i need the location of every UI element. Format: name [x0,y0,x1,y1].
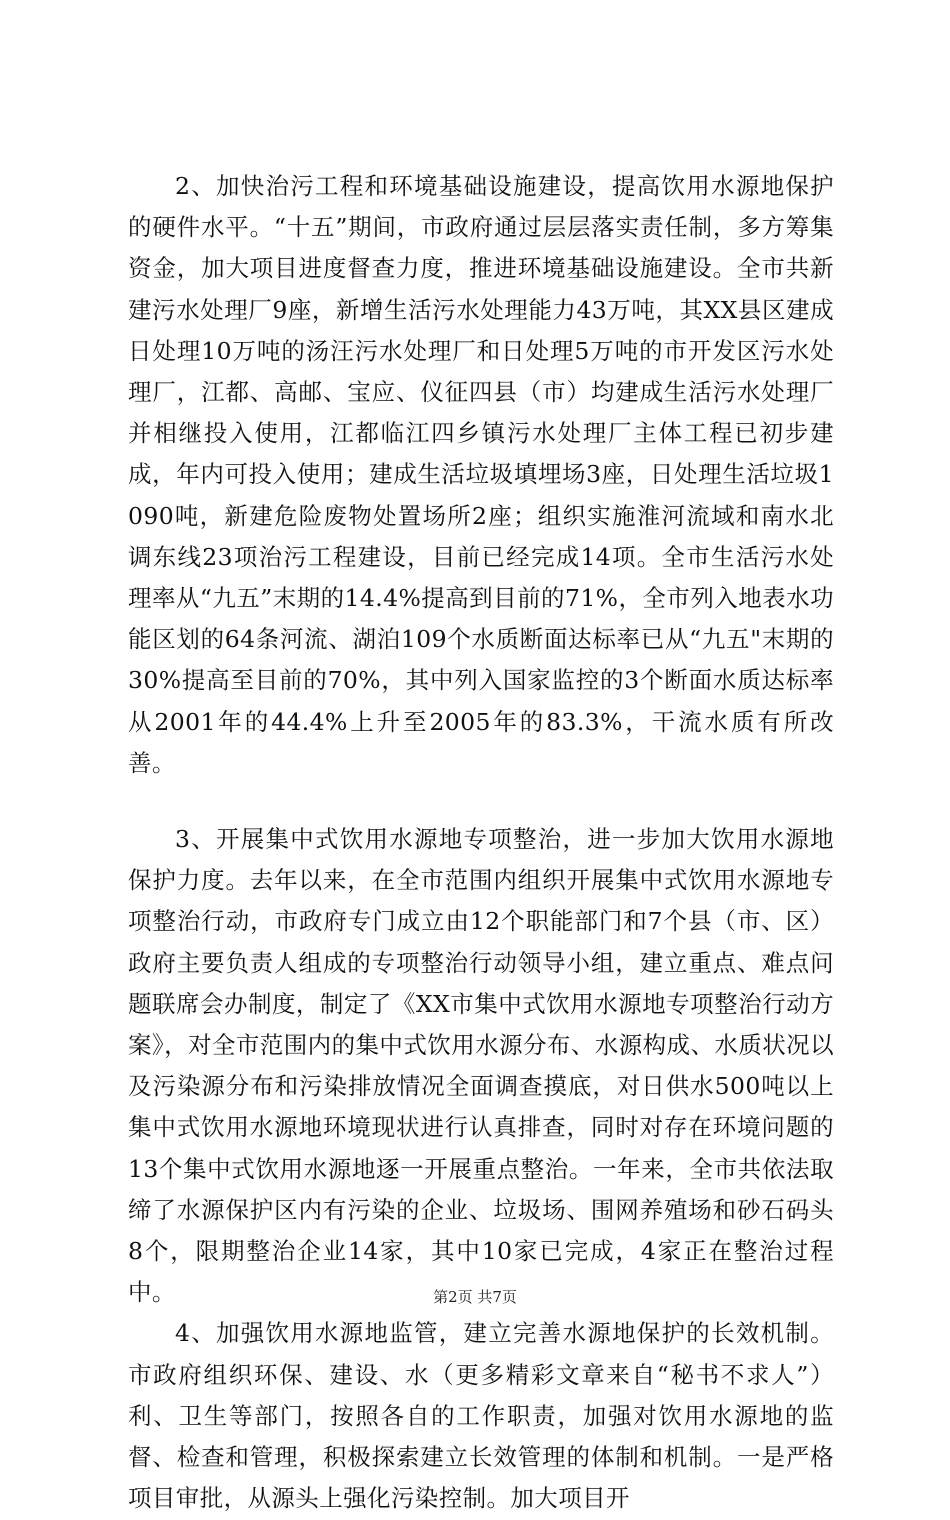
paragraph-3: 3、开展集中式饮用水源地专项整治，进一步加大饮用水源地保护力度。去年以来，在全市范围内组织开展集中式饮用水源地专项整治行动，市政府专门成立由12个职能部门和7个县（市、区）政府主要负责人组成的专项整治行动领导小组，建立重点、难点问题联席会办制度，制定了《XX市集中式饮用水源地专项整治行动方案》，对全市范围内的集中式饮用水源分布、水源构成、水质状况以及污染源分布和污染排放情况全面调查摸底，对日供水500吨以上集中式饮用水源地环境现状进行认真排查，同时对存在环境问题的13个集中式饮用水源地逐一开展重点整治。一年来，全市共依法取缔了水源保护区内有污染的企业、垃圾场、围网养殖场和砂石码头8个，限期整治企业14家，其中10家已完成，4家正在整治过程中。 [128,825,834,1307]
paragraph-2: 2、加快治污工程和环境基础设施建设，提高饮用水源地保护的硬件水平。“十五”期间，市政府通过层层落实责任制，多方筹集资金，加大项目进度督查力度，推进环境基础设施建设。全市共新建污水处理厂9座，新增生活污水处理能力43万吨，其XX县区建成日处理10万吨的汤汪污水处理厂和日处理5万吨的市开发区污水处理厂，江都、高邮、宝应、仪征四县（市）均建成生活污水处理厂并相继投入使用，江都临江四乡镇污水处理厂主体工程已初步建成，年内可投入使用；建成生活垃圾填埋场3座，日处理生活垃圾1090吨，新建危险废物处置场所2座；组织实施淮河流域和南水北调东线23项治污工程建设，目前已经完成14项。全市生活污水处理率从“九五”末期的14.4%提高到目前的71%，全市列入地表水功能区划的64条河流、湖泊109个水质断面达标率已从“九五"末期的30%提高至目前的70%，其中列入国家监控的3个断面水质达标率从2001年的44.4%上升至2005年的83.3%，干流水质有所改善。 [128,172,834,777]
paragraph-4: 4、加强饮用水源地监管，建立完善水源地保护的长效机制。市政府组织环保、建设、水（更多精彩文章来自“秘书不求人”）利、卫生等部门，按照各自的工作职责，加强对饮用水源地的监督、检查和管理，积极探索建立长效管理的体制和机制。一是严格项目审批，从源头上强化污染控制。加大项目开 [128,1319,834,1513]
page-footer: 第2页 共7页 [433,1288,517,1306]
document-body [128,166,834,1520]
